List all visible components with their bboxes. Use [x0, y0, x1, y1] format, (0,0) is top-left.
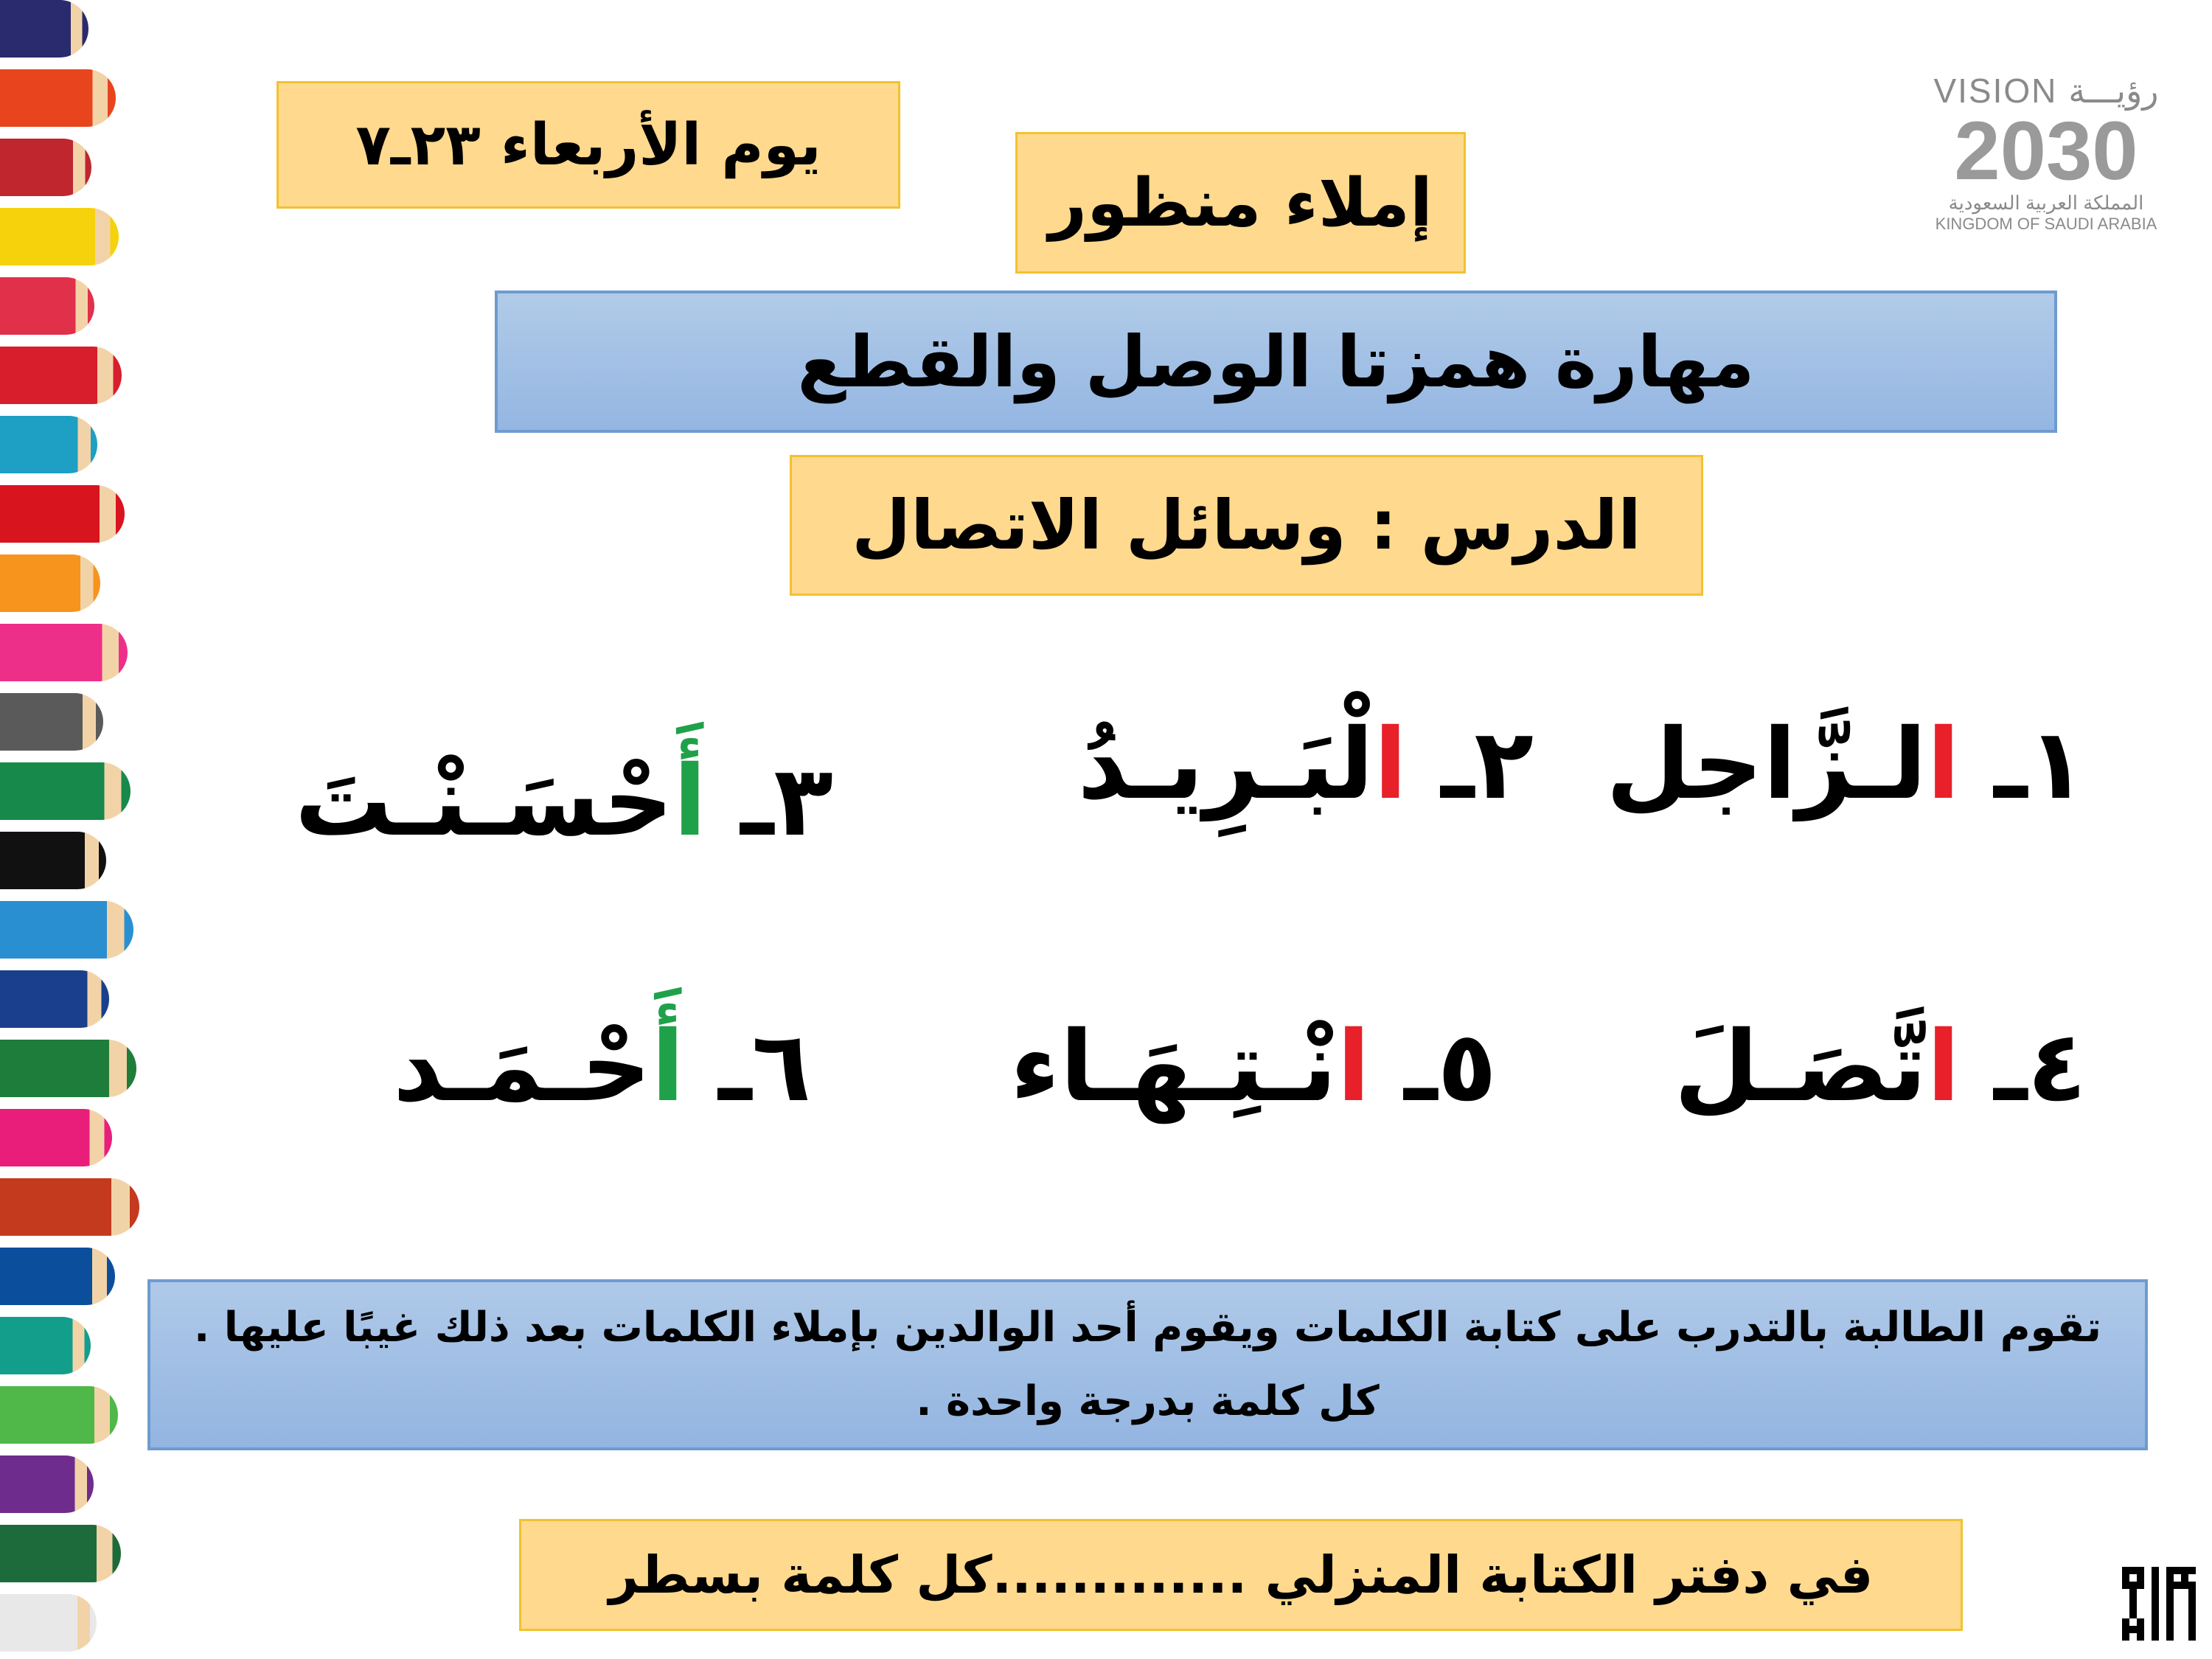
qr-module: [2181, 1596, 2188, 1604]
pencil: [0, 970, 109, 1028]
pencil: [0, 554, 100, 612]
qr-module: [2174, 1633, 2181, 1641]
pencil: [0, 693, 103, 751]
pencil: [0, 1317, 91, 1374]
qr-module: [2137, 1611, 2144, 1618]
qr-module: [2122, 1574, 2129, 1582]
word-mark: أَ: [651, 1010, 685, 1124]
word-mark: أَ: [673, 745, 707, 858]
pencil: [0, 0, 88, 58]
qr-module: [2174, 1589, 2181, 1596]
logo-kingdom-en: KINGDOM OF SAUDI ARABIA: [1935, 215, 2157, 233]
qr-module: [2166, 1604, 2174, 1611]
qr-module: [2129, 1582, 2137, 1589]
skill-box: [495, 291, 2057, 433]
qr-module: [2152, 1582, 2159, 1589]
qr-module: [2122, 1567, 2129, 1574]
instruction-line-1: تقوم الطالبة بالتدرب على كتابة الكلمات ويقوم أحد الوالدين بإملاء الكلمات بعد ذلك غيبًا عليها .: [193, 1304, 2102, 1352]
qr-module: [2181, 1604, 2188, 1611]
word-text: حْسَـنْـتَ: [294, 745, 674, 858]
homework-box: [519, 1519, 1963, 1631]
word-number: ٥ـ: [1370, 1010, 1497, 1124]
pencil: [0, 485, 125, 543]
word-4: [1674, 1010, 2087, 1124]
qr-module: [2152, 1589, 2159, 1596]
date-text: يوم الأربعاء ٢٣ـ٧: [355, 111, 821, 178]
qr-module: [2166, 1582, 2174, 1589]
word-5: [1010, 1010, 1497, 1124]
qr-module: [2152, 1574, 2159, 1582]
homework-text: في دفتر الكتابة المنزلي .............كل كلمة بسطر: [608, 1545, 1874, 1605]
qr-module: [2144, 1589, 2152, 1596]
word-number: ٤ـ: [1960, 1010, 2087, 1124]
qr-module: [2144, 1596, 2152, 1604]
pencil: [0, 1386, 118, 1444]
pencil: [0, 1040, 136, 1097]
qr-module: [2166, 1567, 2174, 1574]
page-title: إملاء منظور: [1048, 164, 1433, 242]
qr-module: [2166, 1574, 2174, 1582]
qr-module: [2122, 1604, 2129, 1611]
word-mark: ا: [1927, 1010, 1961, 1124]
qr-module: [2159, 1596, 2166, 1604]
qr-module: [2174, 1618, 2181, 1626]
lesson-title: الدرس : وسائل الاتصال: [852, 486, 1641, 565]
qr-module: [2152, 1633, 2159, 1641]
word-text: لْبَـرِيـدُ: [1077, 708, 1374, 821]
qr-module: [2181, 1626, 2188, 1633]
qr-module: [2152, 1618, 2159, 1626]
qr-module: [2181, 1633, 2188, 1641]
qr-module: [2188, 1604, 2196, 1611]
word-text: نْـتِـهَـاء: [1010, 1010, 1338, 1124]
word-mark: ا: [1337, 1010, 1371, 1124]
qr-code: [2122, 1567, 2196, 1641]
pencil: [0, 1525, 121, 1582]
qr-module: [2181, 1574, 2188, 1582]
word-1: [1606, 708, 2087, 821]
qr-module: [2152, 1596, 2159, 1604]
qr-module: [2166, 1626, 2174, 1633]
qr-module: [2129, 1611, 2137, 1618]
qr-module: [2181, 1567, 2188, 1574]
pencil: [0, 1248, 115, 1305]
word-number: ٦ـ: [684, 1010, 811, 1124]
qr-module: [2122, 1618, 2129, 1626]
word-mark: ا: [1927, 708, 1961, 821]
qr-module: [2152, 1611, 2159, 1618]
qr-module: [2144, 1567, 2152, 1574]
qr-module: [2166, 1633, 2174, 1641]
qr-module: [2188, 1626, 2196, 1633]
qr-module: [2174, 1611, 2181, 1618]
qr-module: [2144, 1574, 2152, 1582]
pencil: [0, 832, 106, 889]
title-box: [1015, 132, 1466, 274]
qr-module: [2181, 1582, 2188, 1589]
qr-module: [2129, 1567, 2137, 1574]
qr-module: [2159, 1626, 2166, 1633]
qr-module: [2174, 1567, 2181, 1574]
qr-module: [2188, 1633, 2196, 1641]
qr-module: [2144, 1633, 2152, 1641]
pencil: [0, 762, 131, 820]
pencil: [0, 1455, 94, 1513]
word-text: لـزَّاجل: [1606, 708, 1927, 821]
qr-module: [2159, 1582, 2166, 1589]
qr-module: [2152, 1604, 2159, 1611]
qr-module: [2152, 1567, 2159, 1574]
word-text: حْـمَـد: [392, 1010, 652, 1124]
pencil: [0, 208, 119, 265]
qr-module: [2129, 1596, 2137, 1604]
qr-module: [2129, 1589, 2137, 1596]
qr-module: [2188, 1567, 2196, 1574]
logo-vision-en: VISION: [1933, 72, 2058, 110]
pencil: [0, 416, 97, 473]
pencil: [0, 1178, 139, 1236]
qr-module: [2188, 1574, 2196, 1582]
qr-module: [2122, 1582, 2129, 1589]
pencils-decoration: [0, 0, 162, 1659]
qr-module: [2144, 1582, 2152, 1589]
qr-module: [2159, 1574, 2166, 1582]
qr-module: [2144, 1618, 2152, 1626]
qr-module: [2181, 1618, 2188, 1626]
pencil: [0, 1594, 97, 1652]
qr-module: [2122, 1633, 2129, 1641]
qr-module: [2159, 1633, 2166, 1641]
qr-module: [2137, 1582, 2144, 1589]
qr-module: [2166, 1589, 2174, 1596]
qr-module: [2166, 1618, 2174, 1626]
qr-module: [2137, 1626, 2144, 1633]
instruction-line-2: كل كلمة بدرجة واحدة .: [916, 1377, 1380, 1425]
word-2: [1077, 708, 1534, 821]
qr-module: [2174, 1582, 2181, 1589]
qr-module: [2188, 1589, 2196, 1596]
qr-module: [2137, 1589, 2144, 1596]
qr-module: [2122, 1626, 2129, 1633]
logo-vision-ar: رؤيـــة: [2068, 72, 2159, 110]
qr-module: [2174, 1596, 2181, 1604]
pencil: [0, 277, 94, 335]
pencil: [0, 139, 91, 196]
word-number: ١ـ: [1960, 708, 2087, 821]
qr-module: [2181, 1589, 2188, 1596]
qr-module: [2144, 1604, 2152, 1611]
pencil: [0, 69, 116, 127]
qr-module: [2137, 1618, 2144, 1626]
pencil: [0, 624, 128, 681]
qr-module: [2188, 1611, 2196, 1618]
instruction-box: [147, 1279, 2148, 1450]
qr-module: [2166, 1596, 2174, 1604]
qr-module: [2137, 1567, 2144, 1574]
qr-module: [2159, 1567, 2166, 1574]
qr-module: [2129, 1626, 2137, 1633]
qr-module: [2122, 1596, 2129, 1604]
word-number: ٣ـ: [706, 745, 833, 858]
qr-module: [2122, 1589, 2129, 1596]
qr-module: [2129, 1574, 2137, 1582]
qr-module: [2159, 1618, 2166, 1626]
pencil: [0, 1109, 112, 1166]
qr-module: [2152, 1626, 2159, 1633]
word-mark: ا: [1374, 708, 1408, 821]
qr-module: [2122, 1611, 2129, 1618]
qr-module: [2174, 1626, 2181, 1633]
qr-module: [2129, 1618, 2137, 1626]
qr-module: [2144, 1611, 2152, 1618]
qr-module: [2181, 1611, 2188, 1618]
qr-module: [2159, 1604, 2166, 1611]
qr-module: [2174, 1604, 2181, 1611]
word-6: [393, 1010, 811, 1124]
word-3: [295, 745, 833, 858]
logo-kingdom-ar: المملكة العربية السعودية: [1948, 192, 2144, 214]
vision-2030-logo: [1921, 71, 2171, 270]
qr-module: [2137, 1574, 2144, 1582]
qr-module: [2188, 1596, 2196, 1604]
qr-module: [2188, 1582, 2196, 1589]
qr-module: [2159, 1589, 2166, 1596]
lesson-box: [790, 455, 1703, 596]
logo-year: 2030: [1954, 105, 2138, 197]
qr-module: [2174, 1574, 2181, 1582]
qr-module: [2144, 1626, 2152, 1633]
qr-module: [2129, 1604, 2137, 1611]
qr-module: [2159, 1611, 2166, 1618]
date-box: [276, 81, 900, 209]
qr-module: [2137, 1604, 2144, 1611]
qr-module: [2137, 1633, 2144, 1641]
skill-title: مهارة همزتا الوصل والقطع: [797, 320, 1755, 403]
pencil: [0, 901, 133, 959]
pencil: [0, 347, 122, 404]
qr-module: [2188, 1618, 2196, 1626]
word-text: تَّصَـلَ: [1674, 1010, 1927, 1124]
qr-module: [2166, 1611, 2174, 1618]
qr-module: [2137, 1596, 2144, 1604]
qr-module: [2129, 1633, 2137, 1641]
word-number: ٢ـ: [1407, 708, 1534, 821]
